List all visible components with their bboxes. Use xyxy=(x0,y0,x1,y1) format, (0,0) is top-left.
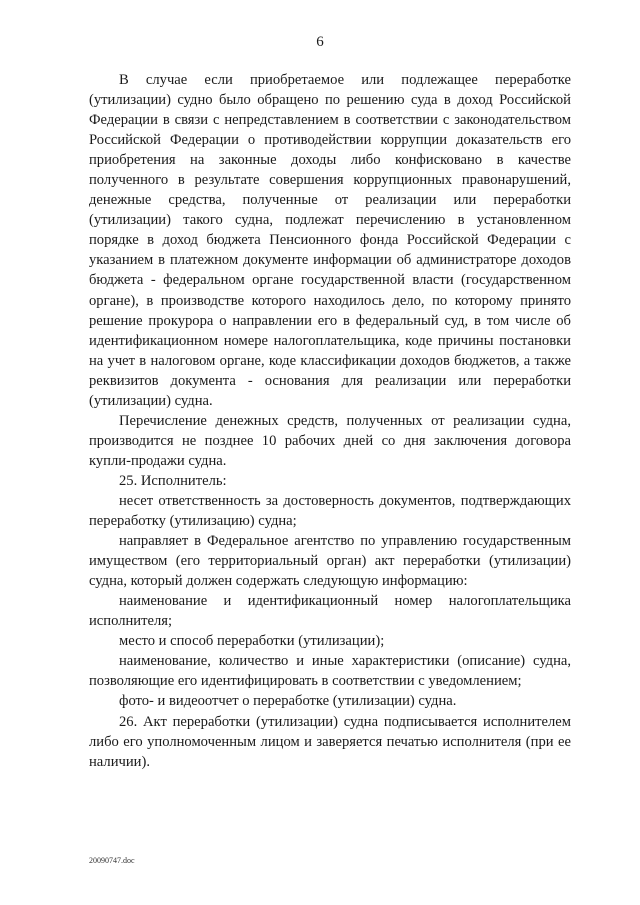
page-number: 6 xyxy=(316,34,324,50)
paragraph-confiscated-vessel-proceeds: В случае если приобретаемое или подлежащее переработке (утилизации) судно было обращено по решению суда в доход Российской Федерации в связи с непредставлением в соответствии с законодательством Российской Федерации о противодействии коррупции доказательств его приобретения на законные доходы либо конфисковано в качестве полученного в результате совершения коррупционных правонарушений, денежные средства, полученные от реализации или переработки (утилизации) такого судна, подлежат перечислению в установленном порядке в доход бюджета Пенсионного фонда Российской Федерации с указанием в платежном документе информации об администраторе доходов бюджета - федеральном органе государственной власти (государственном органе), в производстве которого находилось дело, по которому принято решение прокурора о направлении его в федеральный суд, в том числе об идентификационном номере налогоплательщика, коде причины постановки на учет в налоговом органе, коде классификации доходов бюджетов, а также реквизитов документа - основания для реализации или переработки (утилизации) судна. xyxy=(89,72,571,409)
list-item-vessel-characteristics: наименование, количество и иные характеристики (описание) судна, позволяющие его идентифицировать в соответствии с уведомлением; xyxy=(89,653,571,690)
paragraph-contractor-sends-act: направляет в Федеральное агентство по управлению государственным имуществом (его территориальный орган) акт переработки (утилизации) судна, который должен содержать следующую информацию: xyxy=(89,533,571,590)
paragraph-25-heading: 25. Исполнитель: xyxy=(119,472,227,489)
document-body xyxy=(89,70,571,772)
paragraph-transfer-deadline: Перечисление денежных средств, полученных от реализации судна, производится не позднее 10 рабочих дней со дня заключения договора купли-продажи судна. xyxy=(89,412,571,469)
list-item-place-and-method: место и способ переработки (утилизации); xyxy=(119,633,385,650)
list-item-photo-video-report: фото- и видеоотчет о переработке (утилизации) судна. xyxy=(119,693,457,710)
list-item-contractor-name-inn: наименование и идентификационный номер налогоплательщика исполнителя; xyxy=(89,593,571,630)
paragraph-contractor-responsibility: несет ответственность за достоверность документов, подтверждающих переработку (утилизацию) судна; xyxy=(89,492,571,530)
paragraph-26-act-signing: 26. Акт переработки (утилизации) судна подписывается исполнителем либо его уполномоченным лицом и заверяется печатью исполнителя (при ее наличии). xyxy=(89,713,571,770)
footer-file-code: 20090747.doc xyxy=(89,856,135,865)
